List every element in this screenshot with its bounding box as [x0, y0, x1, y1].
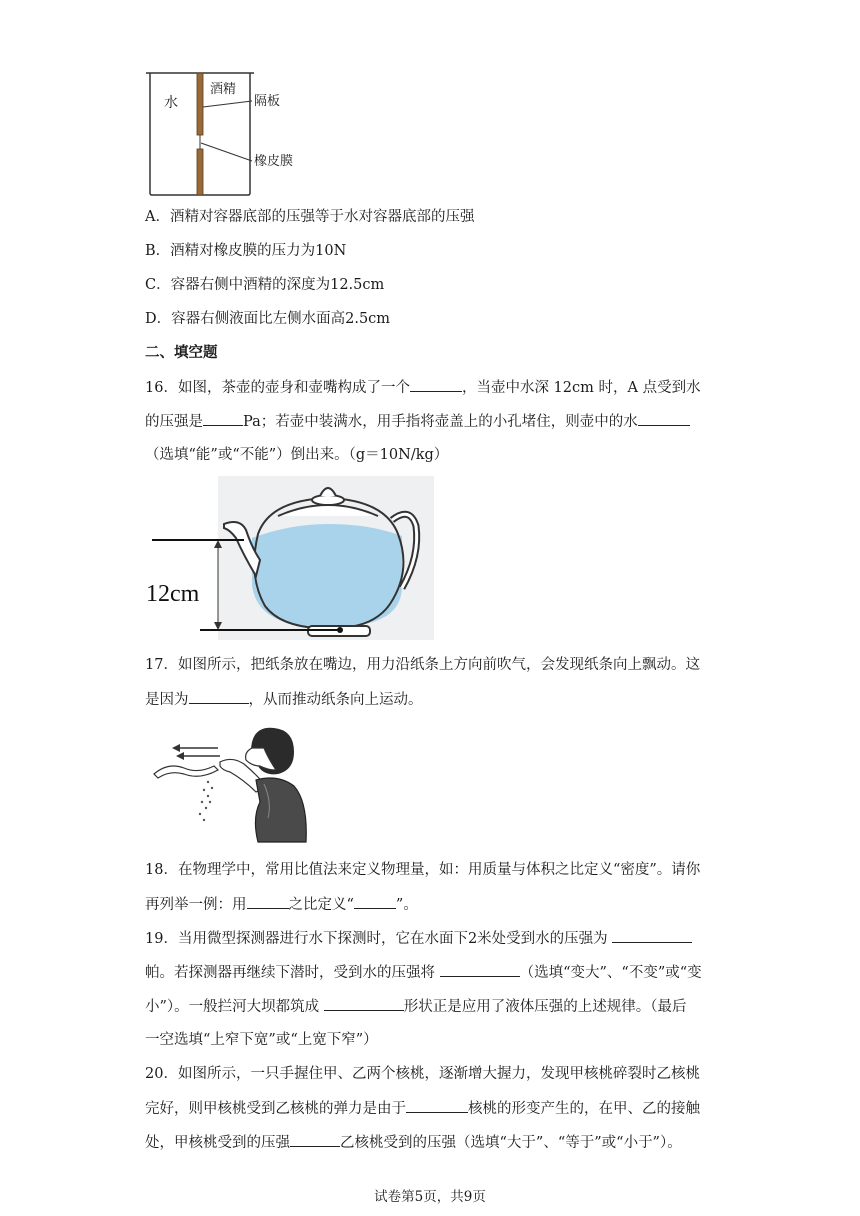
depth-label: 12cm [146, 581, 200, 607]
q18-line2: 再列举一例：用 之比定义“ ”。 [145, 894, 725, 915]
blank [638, 411, 690, 426]
option-b: B．酒精对橡皮膜的压力为10N [145, 243, 347, 259]
blank [324, 996, 404, 1011]
q19-line1: 19．当用微型探测器进行水下探测时，它在水面下2米处受到水的压强为 [145, 928, 725, 949]
container-figure [140, 65, 320, 200]
option-d: D．容器右侧液面比左侧水面高2.5cm [145, 311, 391, 327]
blowing-paper-figure [148, 722, 318, 846]
teapot-figure [140, 476, 440, 642]
membrane-label: 橡皮膜 [254, 154, 294, 169]
blank [189, 689, 249, 704]
blank [247, 894, 289, 909]
option-c: C．容器右侧中酒精的深度为12.5cm [145, 277, 385, 293]
option-a: A．酒精对容器底部的压强等于水对容器底部的压强 [145, 209, 475, 225]
blank [290, 1132, 340, 1147]
q16-line3: （选填“能”或“不能”）倒出来。（g＝10N/kg） [145, 447, 449, 463]
blank [440, 962, 520, 977]
q18-line1: 18．在物理学中，常用比值法来定义物理量，如：用质量与体积之比定义“密度”。请你 [145, 862, 701, 878]
q16-line2: 的压强是 Pa；若壶中装满水，用手指将壶盖上的小孔堵住，则壶中的水 [145, 411, 725, 432]
q19-line2: 帕。若探测器再继续下潜时，受到水的压强将 （选填“变大”、“不变”或“变 [145, 962, 725, 983]
partition-label: 隔板 [254, 94, 281, 109]
page-footer: 试卷第5页，共9页 [374, 1189, 486, 1205]
blank [612, 928, 692, 943]
alcohol-label: 酒精 [210, 82, 237, 97]
q20-line2: 完好，则甲核桃受到乙核桃的弹力是由于 核桃的形变产生的，在甲、乙的接触 [145, 1098, 725, 1119]
q19-line3: 小”）。一般拦河大坝都筑成 形状正是应用了液体压强的上述规律。（最后 [145, 996, 725, 1017]
q17-line1: 17．如图所示，把纸条放在嘴边，用力沿纸条上方向前吹气，会发现纸条向上飘动。这 [145, 657, 700, 673]
section-title: 二、填空题 [145, 344, 218, 361]
q16-line1: 16．如图，茶壶的壶身和壶嘴构成了一个 ，当壶中水深 12cm 时，A 点受到水 [145, 377, 725, 398]
q20-line1: 20．如图所示，一只手握住甲、乙两个核桃，逐渐增大握力，发现甲核桃碎裂时乙核桃 [145, 1066, 700, 1082]
q19-line4: 一空选填“上窄下宽”或“上宽下窄”） [145, 1032, 378, 1048]
blank [406, 1098, 468, 1113]
q20-line3: 处，甲核桃受到的压强 乙核桃受到的压强（选填“大于”、“等于”或“小于”）。 [145, 1132, 725, 1153]
blank [410, 377, 462, 392]
blank [354, 894, 396, 909]
water-label: 水 [164, 95, 178, 111]
blank [203, 411, 243, 426]
q17-line2: 是因为 ，从而推动纸条向上运动。 [145, 689, 725, 710]
